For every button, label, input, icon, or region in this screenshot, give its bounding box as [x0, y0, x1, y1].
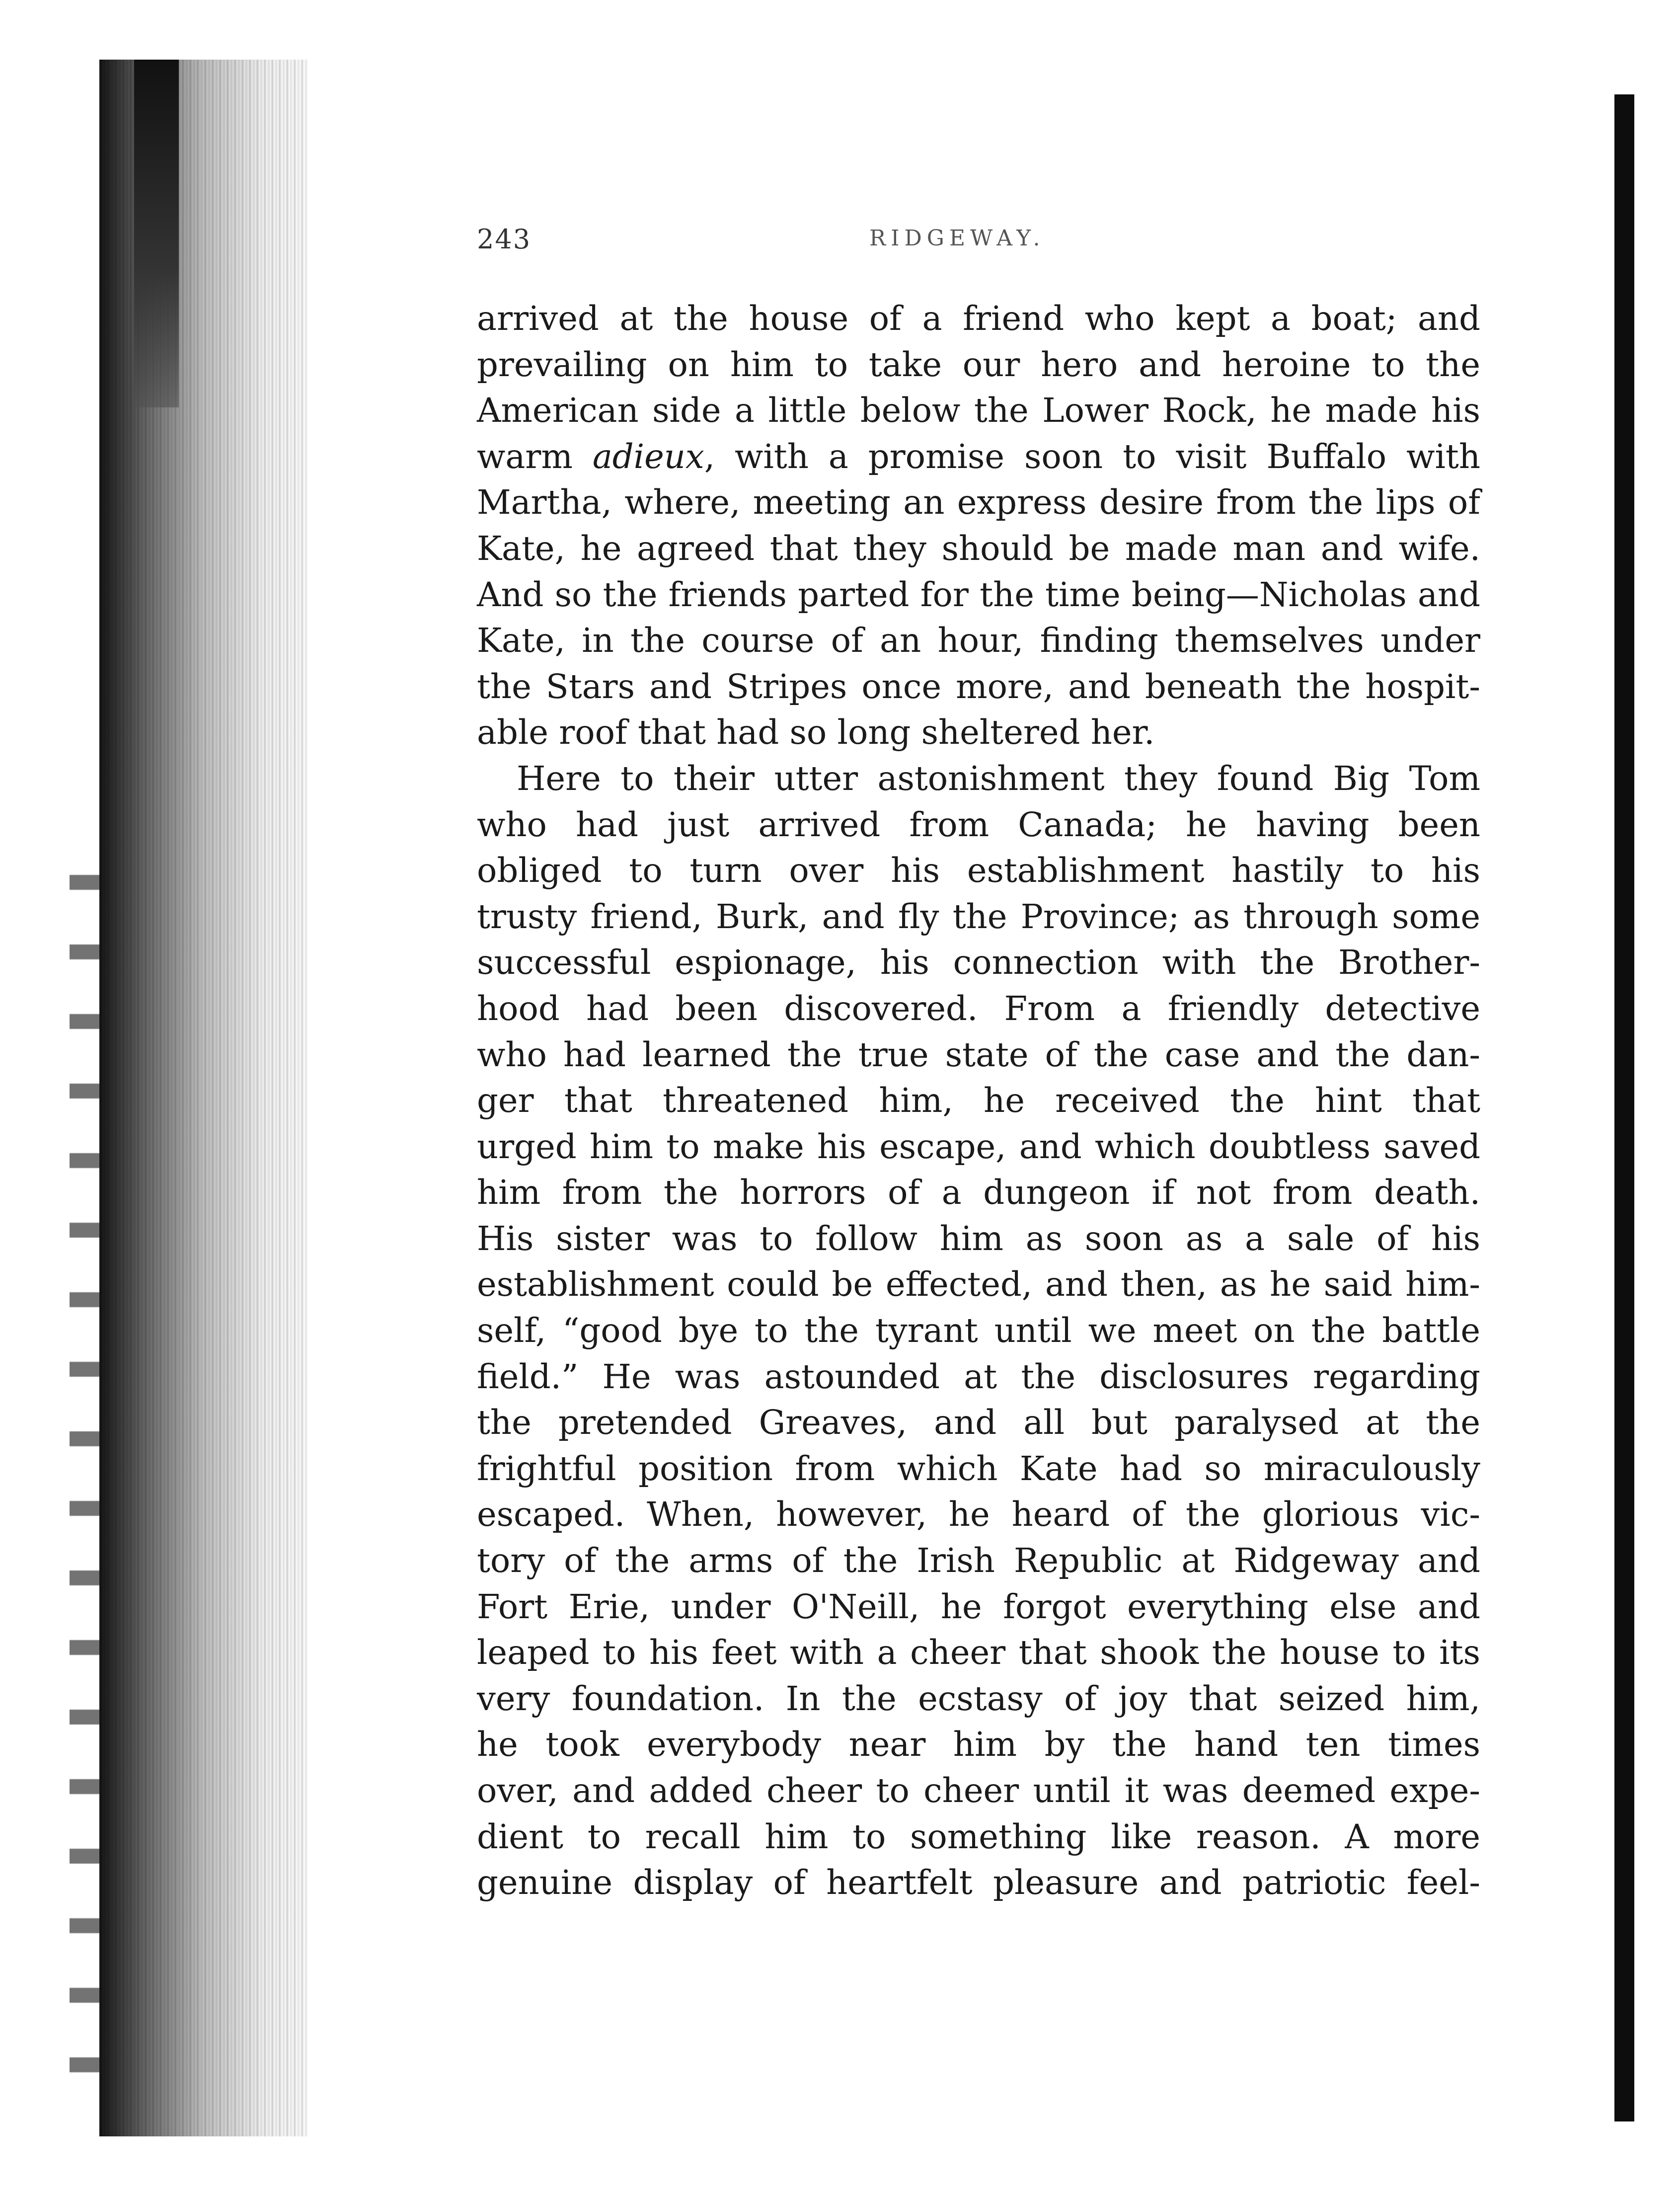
text-line: prevailing on him to take our hero and heroine to the	[477, 345, 1480, 384]
binding-shadow	[99, 60, 308, 2136]
text-line: dient to recall him to something like reason. A more	[477, 1817, 1480, 1856]
text-line: successful espionage, his connection with the Brother-	[477, 943, 1480, 982]
text-line: he took everybody near him by the hand ten times	[477, 1725, 1480, 1764]
body-text	[477, 296, 1480, 1906]
page-number: 243	[477, 224, 532, 255]
text-line: who had learned the true state of the case and the dan-	[477, 1035, 1480, 1074]
text-line: Kate, he agreed that they should be made man and wife.	[477, 529, 1480, 568]
text-line: establishment could be effected, and then, as he said him-	[477, 1265, 1480, 1304]
text-line: warm adieux, with a promise soon to visit Buffalo with	[477, 437, 1480, 476]
text-line: obliged to turn over his establishment hastily to his	[477, 851, 1480, 890]
text-line: able roof that had so long sheltered her.	[477, 713, 1155, 752]
text-line: hood had been discovered. From a friendly detective	[477, 989, 1480, 1028]
text-line: who had just arrived from Canada; he having been	[477, 805, 1480, 844]
text-line: over, and added cheer to cheer until it was deemed expe-	[477, 1771, 1480, 1810]
running-head	[477, 224, 1123, 263]
text-line: the Stars and Stripes once more, and beneath the hospit-	[477, 667, 1480, 706]
running-title: RIDGEWAY.	[869, 226, 1045, 251]
text-line: frightful position from which Kate had so miraculously	[477, 1449, 1480, 1488]
text-line: American side a little below the Lower Rock, he made his	[477, 391, 1480, 430]
text-line: him from the horrors of a dungeon if not from death.	[477, 1173, 1480, 1212]
paragraph-2	[477, 756, 1480, 1906]
text-line: field.” He was astounded at the disclosures regarding	[477, 1357, 1480, 1396]
text-line: the pretended Greaves, and all but paralysed at the	[477, 1403, 1480, 1442]
text-line: self, “good bye to the tyrant until we meet on the battle	[477, 1311, 1480, 1350]
right-page-edge	[1614, 94, 1634, 2121]
text-line: trusty friend, Burk, and fly the Province; as through some	[477, 897, 1480, 936]
text-line: Martha, where, meeting an express desire from the lips of	[477, 483, 1480, 522]
text-line: escaped. When, however, he heard of the glorious vic-	[477, 1495, 1480, 1534]
text-line: urged him to make his escape, and which doubtless saved	[477, 1127, 1480, 1166]
text-line: very foundation. In the ecstasy of joy that seized him,	[477, 1679, 1480, 1718]
text-line: Kate, in the course of an hour, finding themselves under	[477, 621, 1480, 660]
text-line: Fort Erie, under O'Neill, he forgot everything else and	[477, 1587, 1480, 1626]
text-line: genuine display of heartfelt pleasure and patriotic feel-	[477, 1863, 1480, 1902]
italic-word: adieux	[592, 437, 704, 476]
paragraph-1	[477, 296, 1480, 756]
text-line: And so the friends parted for the time being—Nicholas and	[477, 575, 1480, 614]
text-line: tory of the arms of the Irish Republic at Ridgeway and	[477, 1541, 1480, 1580]
binding-specks	[70, 845, 99, 2087]
text-line: Here to their utter astonishment they found Big Tom	[517, 759, 1480, 798]
text-line: leaped to his feet with a cheer that shook the house to its	[477, 1633, 1480, 1672]
text-line: ger that threatened him, he received the hint that	[477, 1081, 1480, 1120]
binding-dark-strip	[134, 60, 179, 407]
text-line: arrived at the house of a friend who kept a boat; and	[477, 299, 1480, 338]
text-line: His sister was to follow him as soon as a sale of his	[477, 1219, 1480, 1258]
